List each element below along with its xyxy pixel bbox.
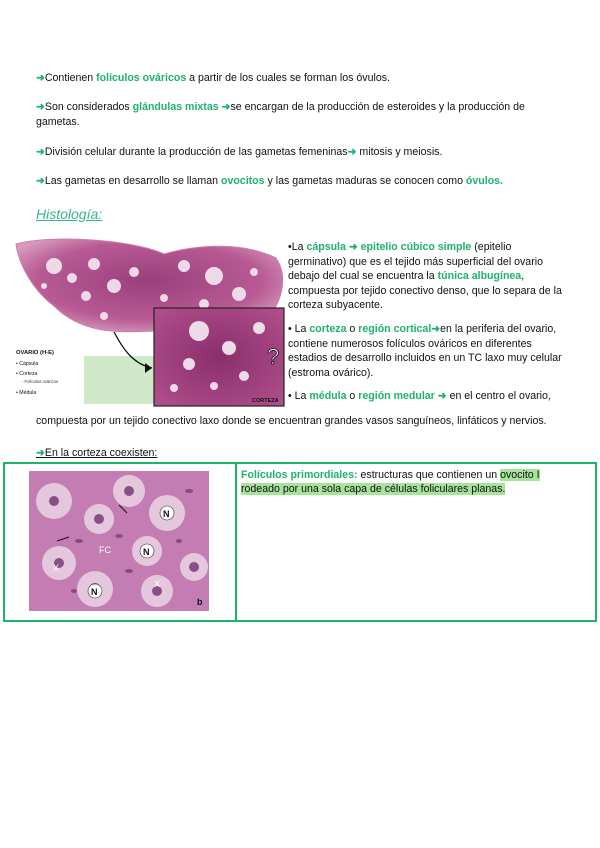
table-divider	[235, 464, 237, 620]
x-label: X	[154, 579, 161, 589]
arrow-icon: ➜	[36, 146, 45, 158]
arrow-icon: ➜	[36, 175, 45, 187]
primordial-follicles-micrograph-cell	[29, 471, 209, 611]
intro-line-1: ➜Contienen folículos ováricos a partir de los cuales se forman los óvulos.	[36, 72, 390, 84]
arrow-icon: ➜	[431, 322, 441, 335]
primordial-follicles-description: Folículos primordiales: estructuras que contienen un ovocito I rodeado por una sola capa de células foliculares planas.	[241, 469, 540, 495]
arrow-icon: ➜	[36, 72, 45, 84]
micrograph-image	[29, 471, 209, 611]
arrow-icon: ➜	[221, 101, 231, 113]
svg-text:N: N	[163, 509, 170, 519]
legend-item-corteza: • Corteza	[16, 371, 38, 377]
histology-description	[288, 240, 570, 404]
arrow-icon: ➜	[36, 447, 45, 459]
x-label: X	[53, 563, 60, 573]
ovary-image	[14, 236, 286, 408]
primordial-follicles-title: Folículos primordiales:	[241, 469, 358, 481]
cortex-subheading: ➜En la corteza coexisten:	[36, 447, 158, 459]
follicles-table	[3, 462, 597, 622]
arrow-icon: ➜	[347, 146, 357, 158]
intro-line-3: ➜División celular durante la producción de las gametas femeninas➜ mitosis y meiosis.	[36, 146, 443, 158]
corteza-paragraph: • La corteza o región cortical➜en la periferia del ovario, contiene numerosos folículos ováricos en diferentes estadios de desarrollo incluidos en un TC laxo muy celular (estroma ovárico).	[288, 322, 562, 379]
section-heading-histologia: Histología:	[36, 206, 103, 222]
svg-text:N: N	[91, 587, 98, 597]
question-mark-label: ?	[267, 344, 280, 369]
ovary-histology-figure	[14, 236, 286, 408]
arrow-icon: ➜	[36, 101, 45, 113]
arrow-icon: ➜	[434, 390, 447, 403]
medula-paragraph: • La médula o región medular ➜ en el centro el ovario,	[288, 390, 551, 403]
intro-line-4: ➜Las gametas en desarrollo se llaman ovocitos y las gametas maduras se conocen como óvulos.	[36, 175, 504, 187]
legend-item-medula: • Médula	[16, 390, 37, 396]
capsula-paragraph: •La cápsula ➜ epitelio cúbico simple (epitelio germinativo) que es el tejido más superficial del ovario debajo del cual se encuentra la túnica albugínea, compuesta por tejido conectivo denso, que lo separa de la corteza subyacente.	[288, 241, 562, 312]
medula-continuation: compuesta por un tejido conectivo laxo donde se encuentran grandes vasos sanguíneos, linfáticos y nervios.	[36, 415, 547, 427]
svg-text:N: N	[143, 547, 150, 557]
legend-item-capsula: • Cápsula	[16, 361, 39, 367]
inset-label: CORTEZA	[252, 398, 279, 404]
fc-label: FC	[99, 545, 111, 555]
legend-item-foliculos: - Folículos ováricos	[22, 379, 59, 384]
legend-title: OVARIO (H-E)	[16, 350, 54, 356]
intro-line-2: ➜Son considerados glándulas mixtas ➜se encargan de la producción de esteroides y la producción de gametas.	[36, 101, 525, 128]
panel-b-label: b	[197, 597, 203, 607]
